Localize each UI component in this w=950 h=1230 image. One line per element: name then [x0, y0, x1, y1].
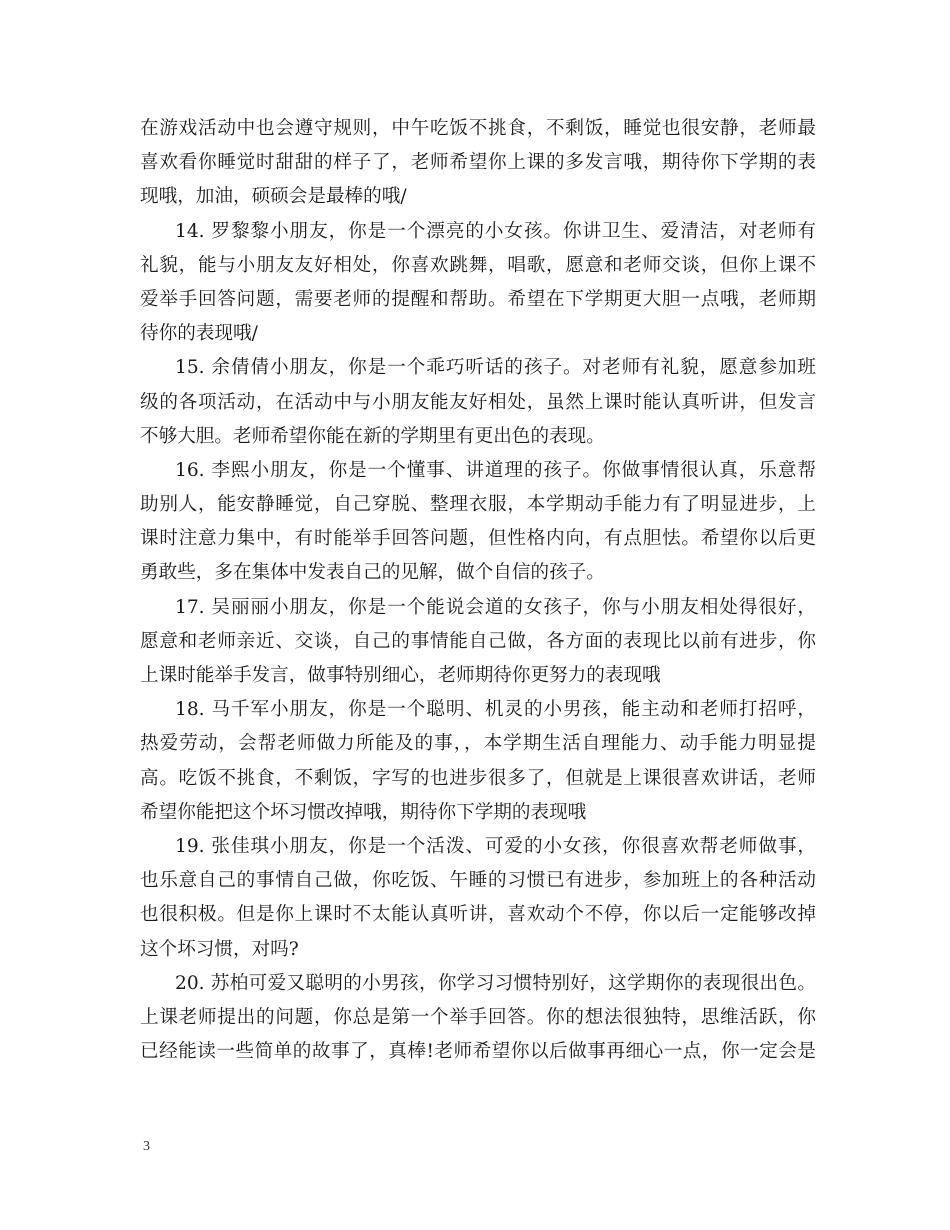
page-number: 3	[143, 1139, 150, 1154]
text-line: 15. 余倩倩小朋友，你是一个乖巧听话的孩子。对老师有礼貌，愿意参加班	[175, 357, 816, 379]
text-line: 礼貌，能与小朋友友好相处，你喜欢跳舞，唱歌，愿意和老师交谈，但你上课不	[140, 254, 816, 276]
text-line: 喜欢看你睡觉时甜甜的样子了，老师希望你上课的多发言哦，期待你下学期的表	[140, 152, 816, 174]
text-line: 级的各项活动，在活动中与小朋友能友好相处，虽然上课时能认真听讲，但发言	[140, 391, 816, 413]
text-line: 不够大胆。老师希望你能在新的学期里有更出色的表现。	[140, 425, 605, 447]
text-line: 上课时能举手发言，做事特别细心，老师期待你更努力的表现哦	[140, 665, 661, 686]
text-line: 希望你能把这个坏习惯改掉哦，期待你下学期的表现哦	[140, 801, 587, 823]
paragraph-19	[140, 830, 816, 967]
paragraph-14	[140, 215, 816, 352]
document-body	[140, 112, 816, 1069]
text-line: 助别人，能安静睡觉，自己穿脱、整理衣服，本学期动手能力有了明显进步，上	[140, 494, 816, 516]
paragraph-continuation	[140, 112, 816, 215]
text-line: 18. 马千军小朋友，你是一个聪明、机灵的小男孩，能主动和老师打招呼，	[175, 699, 816, 721]
text-line: 16. 李熙小朋友，你是一个懂事、讲道理的孩子。你做事情很认真，乐意帮	[175, 459, 816, 481]
text-line: 17. 吴丽丽小朋友，你是一个能说会道的女孩子，你与小朋友相处得很好，	[175, 596, 816, 618]
text-line: 爱举手回答问题，需要老师的提醒和帮助。希望在下学期更大胆一点哦，老师期	[140, 288, 816, 310]
text-line: 勇敢些，多在集体中发表自己的见解，做个自信的孩子。	[140, 562, 605, 584]
text-line: 20. 苏柏可爱又聪明的小男孩，你学习习惯特别好，这学期你的表现很出色。	[175, 972, 816, 994]
text-line: 19. 张佳琪小朋友，你是一个活泼、可爱的小女孩，你很喜欢帮老师做事，	[175, 835, 816, 857]
text-line: 14. 罗黎黎小朋友，你是一个漂亮的小女孩。你讲卫生、爱清洁，对老师有	[175, 220, 816, 242]
paragraph-17	[140, 591, 816, 694]
text-line: 待你的表现哦/	[140, 323, 258, 345]
text-line: 在游戏活动中也会遵守规则，中午吃饭不挑食，不剩饭，睡觉也很安静，老师最	[140, 118, 816, 139]
text-line: 高。吃饭不挑食，不剩饭，字写的也进步很多了，但就是上课很喜欢讲话，老师	[140, 767, 816, 789]
paragraph-20	[140, 967, 816, 1070]
paragraph-18	[140, 693, 816, 830]
text-line: 已经能读一些简单的故事了，真棒!老师希望你以后做事再细心一点，你一定会是	[140, 1041, 816, 1063]
text-line: 这个坏习惯，对吗?	[140, 938, 299, 960]
text-line: 课时注意力集中，有时能举手回答问题，但性格内向，有点胆怯。希望你以后更	[140, 528, 816, 550]
text-line: 现哦，加油，硕硕会是最棒的哦/	[140, 186, 407, 208]
paragraph-16	[140, 454, 816, 591]
text-line: 也乐意自己的事情自己做，你吃饭、午睡的习惯已有进步，参加班上的各种活动	[140, 870, 816, 892]
text-line: 也很积极。但是你上课时不太能认真听讲，喜欢动个不停，你以后一定能够改掉	[140, 904, 816, 926]
text-line: 热爱劳动，会帮老师做力所能及的事，，本学期生活自理能力、动手能力明显提	[140, 733, 816, 755]
text-line: 愿意和老师亲近、交谈，自己的事情能自己做，各方面的表现比以前有进步，你	[140, 630, 816, 652]
paragraph-15	[140, 351, 816, 454]
text-line: 上课老师提出的问题，你总是第一个举手回答。你的想法很独特，思维活跃，你	[140, 1006, 816, 1028]
